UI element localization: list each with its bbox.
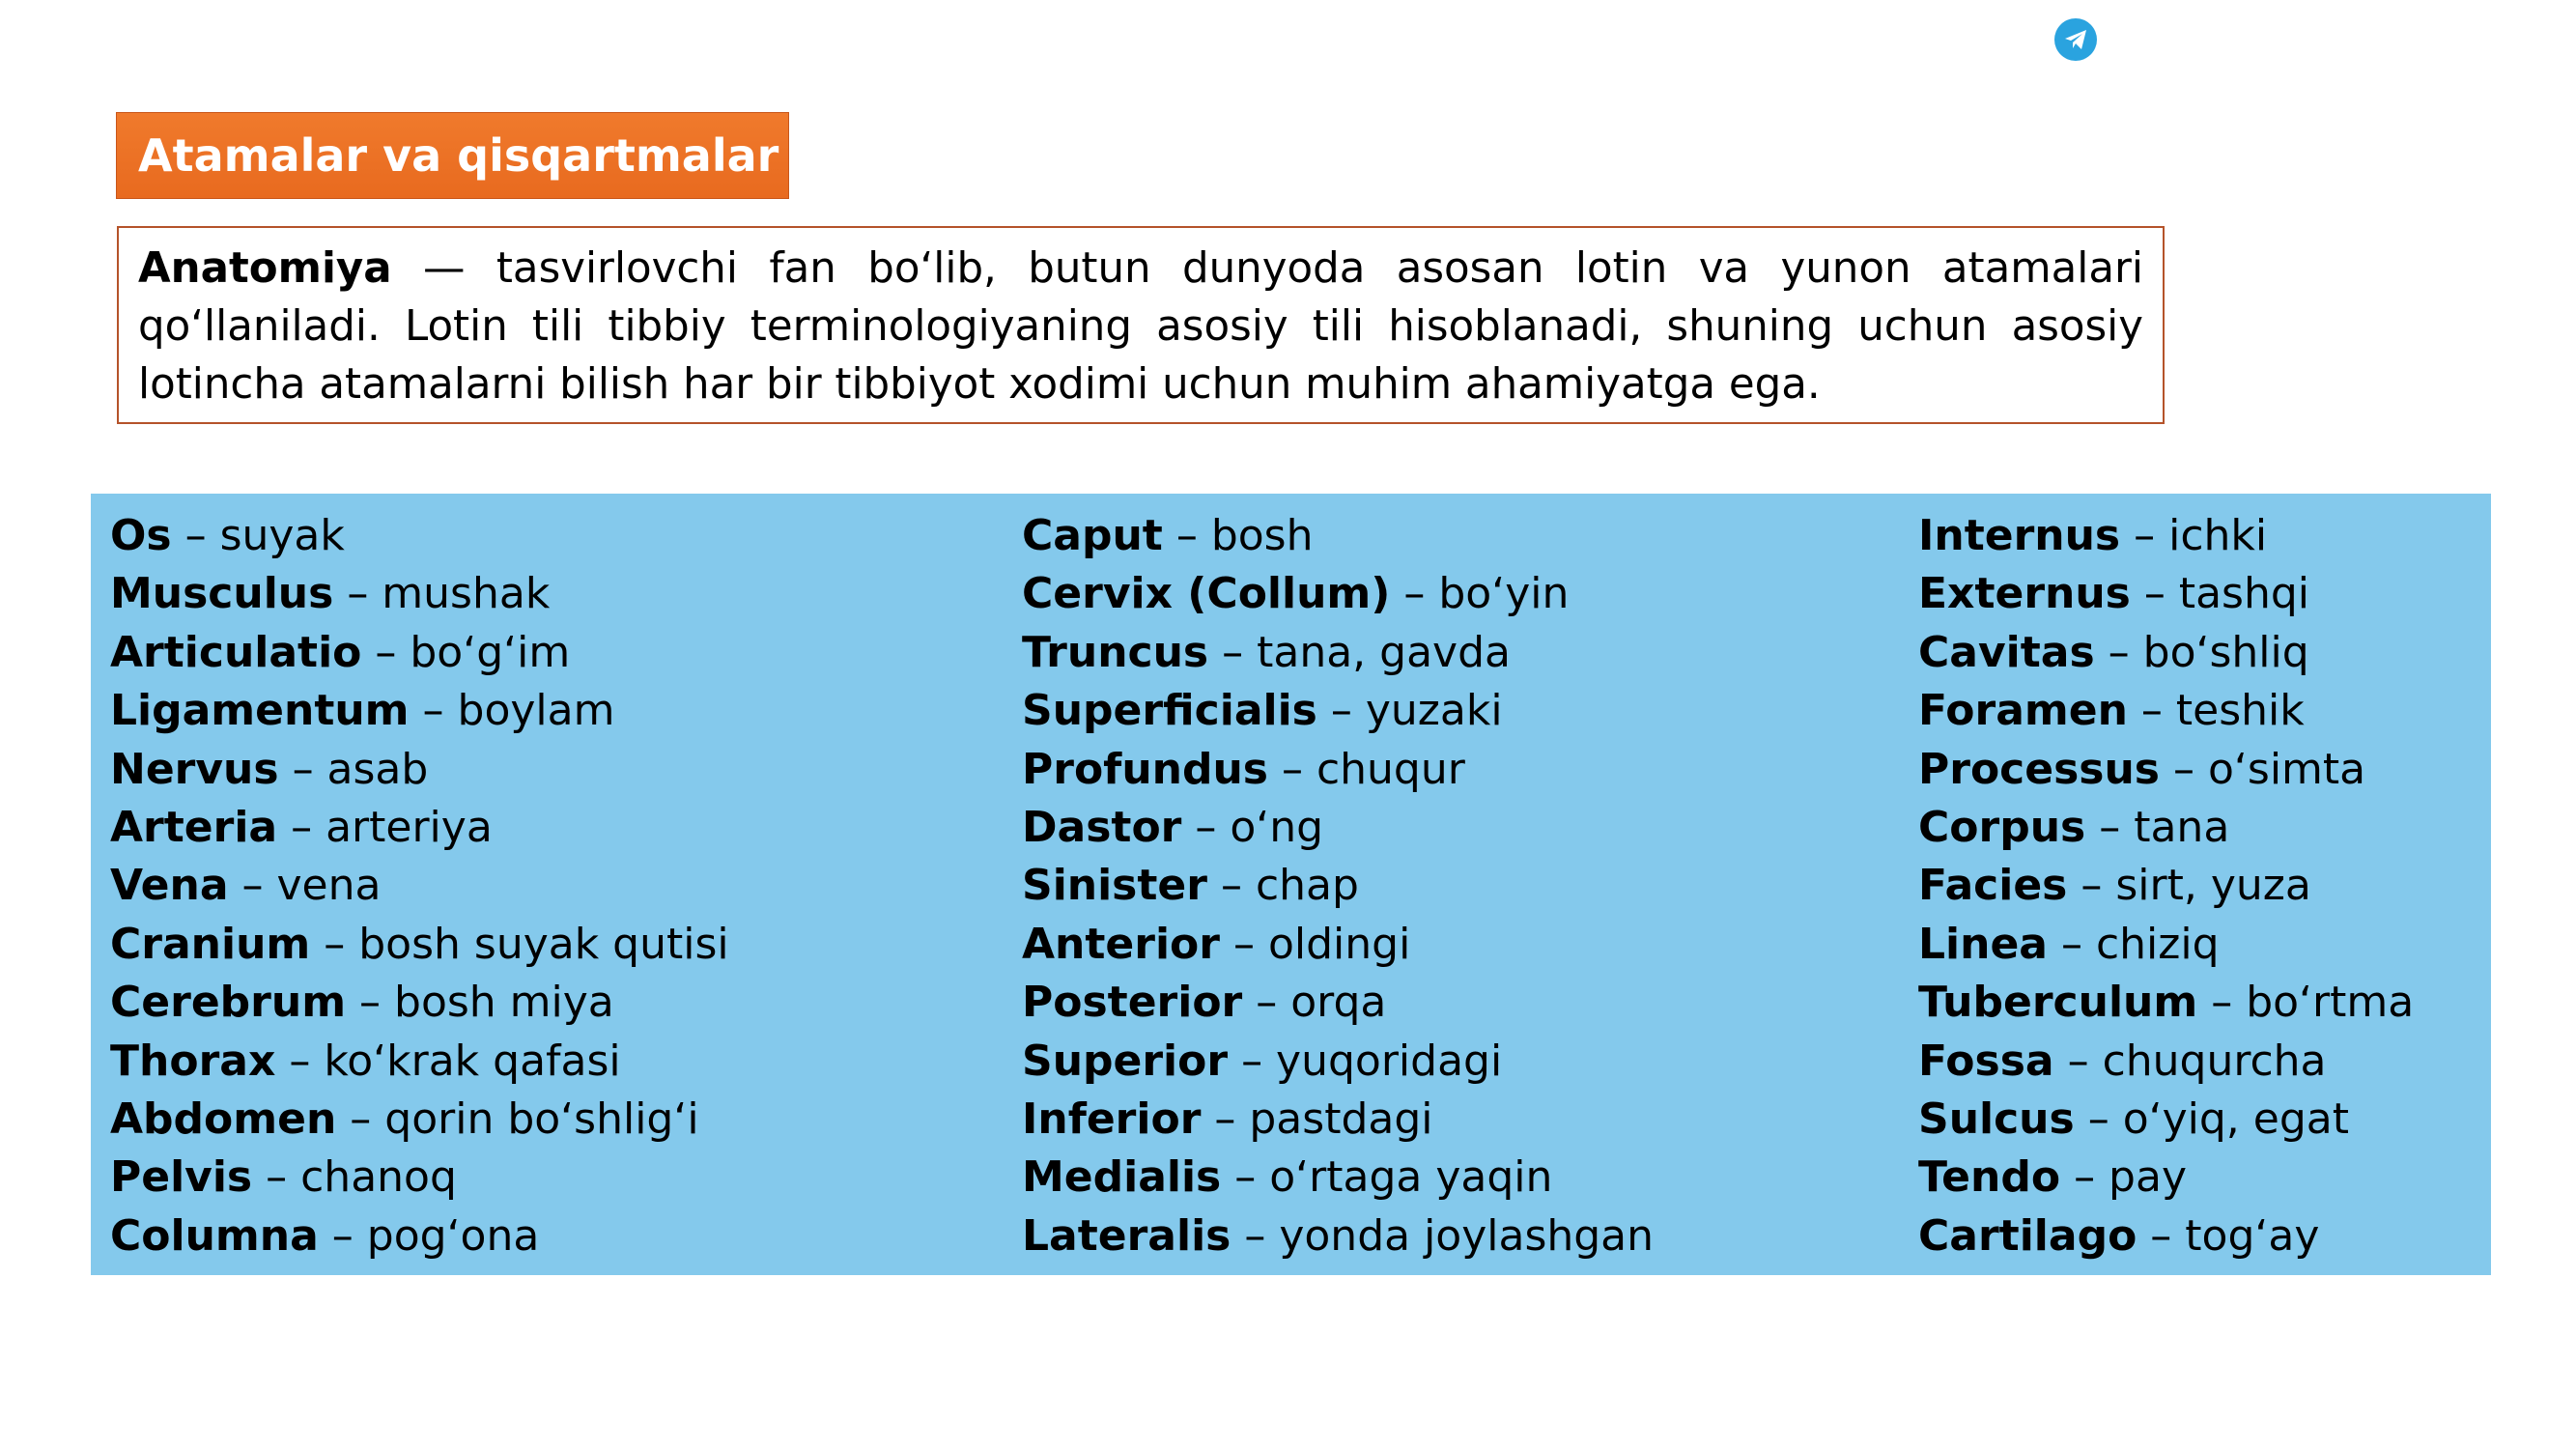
latin-term: Cervix (Collum) — [1022, 569, 1391, 619]
term-translation: – o‘yiq, egat — [2087, 1094, 2349, 1144]
latin-term: Tendo — [1918, 1152, 2061, 1203]
latin-term: Cavitas — [1918, 627, 2095, 677]
term-translation: – suyak — [184, 511, 345, 560]
term-row — [1022, 857, 1654, 915]
latin-term: Anterior — [1022, 919, 1220, 969]
term-row — [110, 741, 729, 799]
term-row — [1022, 624, 1654, 682]
term-row — [110, 1208, 729, 1265]
term-translation: – chiziq — [2060, 919, 2220, 969]
latin-term: Posterior — [1022, 978, 1243, 1028]
term-translation: – bosh miya — [359, 978, 614, 1028]
latin-term: Linea — [1918, 919, 2048, 969]
term-row — [1022, 565, 1654, 623]
section-title-banner — [116, 112, 789, 199]
term-translation: – bo‘shliq — [2108, 627, 2309, 677]
term-translation: – chuqurcha — [2067, 1036, 2327, 1086]
latin-term: Foramen — [1918, 686, 2128, 736]
term-row — [1022, 682, 1654, 740]
term-row — [1918, 507, 2414, 565]
term-row — [110, 857, 729, 915]
term-translation: – chanoq — [266, 1152, 457, 1203]
terms-column-1 — [110, 507, 729, 1265]
term-translation: – qorin bo‘shlig‘i — [350, 1094, 699, 1144]
term-row — [1918, 857, 2414, 915]
latin-term: Articulatio — [110, 627, 362, 677]
latin-term: Processus — [1918, 744, 2160, 794]
latin-term: Musculus — [110, 569, 334, 619]
latin-term: Internus — [1918, 511, 2121, 560]
paper-plane-icon — [2063, 28, 2088, 51]
term-translation: – pog‘ona — [331, 1210, 540, 1261]
term-translation: – bo‘g‘im — [375, 627, 571, 677]
terms-column-2 — [1022, 507, 1654, 1265]
term-translation: – bosh — [1175, 511, 1314, 560]
term-translation: – o‘rtaga yaqin — [1234, 1152, 1553, 1203]
latin-term: Fossa — [1918, 1036, 2054, 1086]
terms-panel — [91, 494, 2491, 1275]
latin-term: Lateralis — [1022, 1210, 1231, 1261]
latin-term: Facies — [1918, 861, 2068, 911]
term-row — [1022, 1091, 1654, 1149]
term-translation: – ko‘krak qafasi — [289, 1036, 621, 1086]
latin-term: Arteria — [110, 802, 278, 852]
latin-term: Superficialis — [1022, 686, 1317, 736]
term-translation: – orqa — [1256, 978, 1387, 1028]
term-row — [1918, 1091, 2414, 1149]
term-row — [1918, 974, 2414, 1032]
intro-term: Anatomiya — [138, 244, 392, 293]
latin-term: Truncus — [1022, 627, 1209, 677]
term-translation: – oldingi — [1232, 919, 1411, 969]
term-translation: – yonda joylashgan — [1244, 1210, 1655, 1261]
term-row — [110, 1091, 729, 1149]
latin-term: Thorax — [110, 1036, 276, 1086]
term-translation: – o‘ng — [1195, 802, 1324, 852]
term-row — [110, 682, 729, 740]
latin-term: Sinister — [1022, 861, 1207, 911]
latin-term: Nervus — [110, 744, 279, 794]
term-row — [110, 565, 729, 623]
term-row — [110, 507, 729, 565]
term-translation: – yuqoridagi — [1241, 1036, 1503, 1086]
latin-term: Profundus — [1022, 744, 1268, 794]
term-row — [110, 799, 729, 857]
term-translation: – bo‘yin — [1403, 569, 1570, 619]
latin-term: Dastor — [1022, 802, 1182, 852]
term-row — [1022, 1149, 1654, 1207]
latin-term: Corpus — [1918, 802, 2086, 852]
latin-term: Ligamentum — [110, 686, 410, 736]
term-translation: – teshik — [2140, 686, 2305, 736]
latin-term: Caput — [1022, 511, 1163, 560]
term-translation: – arteriya — [291, 802, 493, 852]
term-row — [1022, 1033, 1654, 1091]
term-translation: – tog‘ay — [2150, 1210, 2320, 1261]
term-translation: – bosh suyak qutisi — [324, 919, 729, 969]
term-row — [1022, 916, 1654, 974]
term-row — [1022, 974, 1654, 1032]
latin-term: Vena — [110, 861, 229, 911]
term-translation: – vena — [241, 861, 382, 911]
latin-term: Tuberculum — [1918, 978, 2198, 1028]
term-row — [110, 974, 729, 1032]
term-row — [1918, 799, 2414, 857]
term-translation: – tana — [2099, 802, 2230, 852]
term-translation: – bo‘rtma — [2211, 978, 2415, 1028]
term-translation: – sirt, yuza — [2081, 861, 2311, 911]
term-translation: – ichki — [2134, 511, 2268, 560]
term-row — [1918, 741, 2414, 799]
latin-term: Cranium — [110, 919, 311, 969]
latin-term: Columna — [110, 1210, 319, 1261]
term-row — [1918, 682, 2414, 740]
term-row — [110, 1033, 729, 1091]
intro-paragraph — [117, 226, 2165, 424]
latin-term: Superior — [1022, 1036, 1229, 1086]
term-row — [1918, 1149, 2414, 1207]
term-translation: – yuzaki — [1330, 686, 1503, 736]
term-translation: – o‘simta — [2173, 744, 2366, 794]
term-row — [1022, 741, 1654, 799]
intro-text: — tasvirlovchi fan bo‘lib, butun dunyoda asosan lotin va yunon atamalari qo‘llaniladi. Lotin tili tibbiy terminologiyaning asosiy tili hisoblanadi, shuning uchun asosiy lotincha atamalarni bilish har bir tibbiyot xodimi uchun muhim ahamiyatga ega. — [138, 244, 2143, 409]
term-translation: – tashqi — [2143, 569, 2310, 619]
term-row — [1918, 624, 2414, 682]
term-row — [1918, 1208, 2414, 1265]
term-translation: – tana, gavda — [1222, 627, 1511, 677]
latin-term: Externus — [1918, 569, 2131, 619]
latin-term: Abdomen — [110, 1094, 337, 1144]
latin-term: Pelvis — [110, 1152, 253, 1203]
term-row — [1022, 1208, 1654, 1265]
latin-term: Os — [110, 511, 172, 560]
term-row — [1918, 565, 2414, 623]
term-row — [1918, 916, 2414, 974]
term-row — [110, 624, 729, 682]
term-row — [1918, 1033, 2414, 1091]
term-translation: – pastdagi — [1214, 1094, 1433, 1144]
term-translation: – chuqur — [1281, 744, 1465, 794]
section-title: Atamalar va qisqartmalar — [138, 129, 779, 182]
latin-term: Sulcus — [1918, 1094, 2075, 1144]
latin-term: Medialis — [1022, 1152, 1222, 1203]
term-translation: – pay — [2074, 1152, 2187, 1203]
latin-term: Inferior — [1022, 1094, 1202, 1144]
terms-column-3 — [1918, 507, 2414, 1265]
term-row — [1022, 799, 1654, 857]
term-translation: – boylam — [422, 686, 615, 736]
term-row — [110, 1149, 729, 1207]
latin-term: Cartilago — [1918, 1210, 2137, 1261]
term-row — [1022, 507, 1654, 565]
term-translation: – chap — [1220, 861, 1359, 911]
term-row — [110, 916, 729, 974]
term-translation: – asab — [292, 744, 429, 794]
telegram-icon[interactable] — [2054, 18, 2097, 61]
latin-term: Cerebrum — [110, 978, 347, 1028]
term-translation: – mushak — [347, 569, 551, 619]
